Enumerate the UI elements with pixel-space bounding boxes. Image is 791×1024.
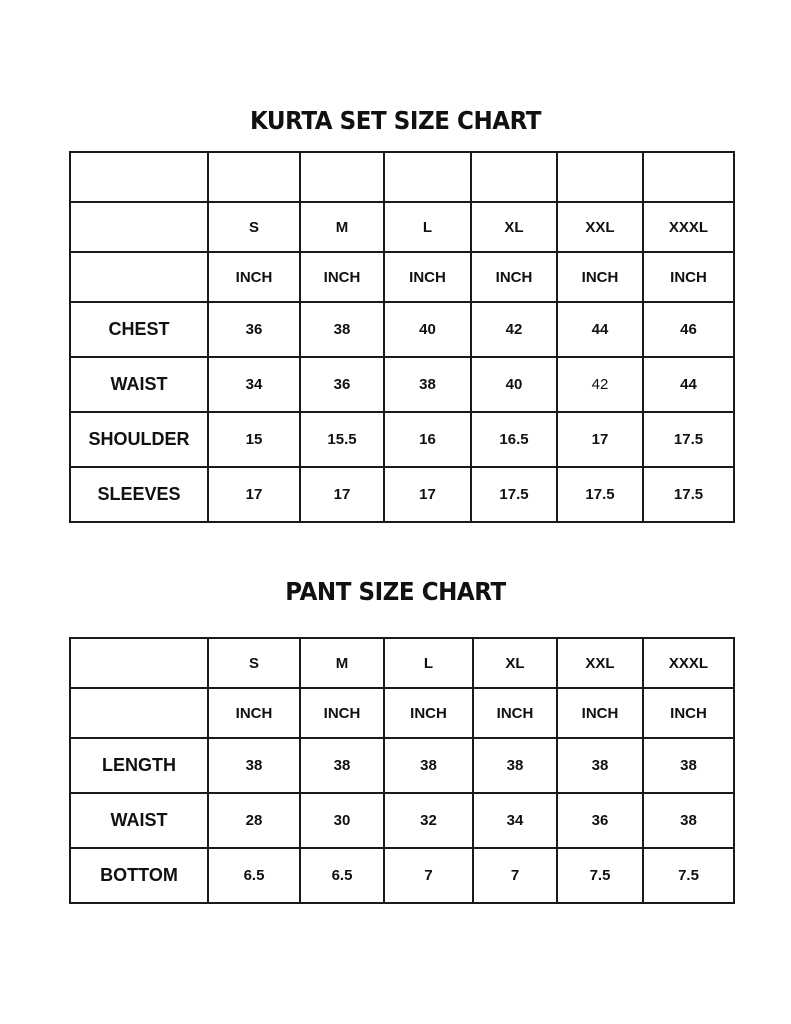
row-label: SLEEVES — [70, 467, 208, 522]
value-cell: 44 — [557, 302, 643, 357]
pant-size-table — [69, 637, 735, 904]
unit-cell: INCH — [208, 252, 300, 302]
size-header: XXXL — [643, 202, 734, 252]
table-cell — [70, 688, 208, 738]
value-cell: 38 — [643, 793, 734, 848]
table-cell — [70, 152, 208, 202]
value-cell: 44 — [643, 357, 734, 412]
value-cell: 6.5 — [300, 848, 384, 903]
row-label: LENGTH — [70, 738, 208, 793]
value-cell: 17.5 — [471, 467, 557, 522]
table-row — [70, 848, 734, 903]
table-cell — [70, 202, 208, 252]
value-cell: 34 — [473, 793, 557, 848]
value-cell: 15.5 — [300, 412, 384, 467]
value-cell: 42 — [557, 357, 643, 412]
value-cell: 16 — [384, 412, 471, 467]
value-cell: 42 — [471, 302, 557, 357]
table-row — [70, 357, 734, 412]
unit-cell: INCH — [557, 688, 643, 738]
value-cell: 36 — [300, 357, 384, 412]
value-cell: 17.5 — [643, 467, 734, 522]
value-cell: 38 — [384, 738, 473, 793]
unit-cell: INCH — [384, 252, 471, 302]
value-cell: 15 — [208, 412, 300, 467]
table-cell — [471, 152, 557, 202]
unit-cell: INCH — [300, 252, 384, 302]
value-cell: 17 — [557, 412, 643, 467]
size-header: XXXL — [643, 638, 734, 688]
value-cell: 17.5 — [643, 412, 734, 467]
table-cell — [300, 152, 384, 202]
value-cell: 38 — [384, 357, 471, 412]
size-header: M — [300, 638, 384, 688]
table-cell — [70, 252, 208, 302]
value-cell: 38 — [557, 738, 643, 793]
table-cell — [208, 152, 300, 202]
value-cell: 32 — [384, 793, 473, 848]
value-cell: 17 — [208, 467, 300, 522]
table-row — [70, 738, 734, 793]
kurta-chart-title: KURTA SET SIZE CHART — [249, 106, 542, 135]
size-header: L — [384, 638, 473, 688]
unit-cell: INCH — [300, 688, 384, 738]
value-cell: 38 — [300, 302, 384, 357]
table-cell — [384, 152, 471, 202]
row-label: SHOULDER — [70, 412, 208, 467]
unit-row — [70, 252, 734, 302]
value-cell: 38 — [643, 738, 734, 793]
size-header: S — [208, 638, 300, 688]
value-cell: 30 — [300, 793, 384, 848]
table-cell — [643, 152, 734, 202]
unit-cell: INCH — [384, 688, 473, 738]
value-cell: 7.5 — [557, 848, 643, 903]
row-label: WAIST — [70, 793, 208, 848]
size-header: XL — [471, 202, 557, 252]
size-header: XXL — [557, 638, 643, 688]
row-label: WAIST — [70, 357, 208, 412]
unit-cell: INCH — [473, 688, 557, 738]
kurta-size-table — [69, 151, 735, 523]
row-label: BOTTOM — [70, 848, 208, 903]
value-cell: 16.5 — [471, 412, 557, 467]
size-header: S — [208, 202, 300, 252]
value-cell: 28 — [208, 793, 300, 848]
value-cell: 17 — [384, 467, 471, 522]
unit-cell: INCH — [643, 688, 734, 738]
table-row — [70, 302, 734, 357]
value-cell: 7 — [473, 848, 557, 903]
row-label: CHEST — [70, 302, 208, 357]
value-cell: 38 — [208, 738, 300, 793]
unit-cell: INCH — [208, 688, 300, 738]
value-cell: 38 — [473, 738, 557, 793]
size-header: XL — [473, 638, 557, 688]
size-header: M — [300, 202, 384, 252]
table-row — [70, 152, 734, 202]
value-cell: 40 — [471, 357, 557, 412]
value-cell: 6.5 — [208, 848, 300, 903]
table-row — [70, 793, 734, 848]
size-header: L — [384, 202, 471, 252]
value-cell: 38 — [300, 738, 384, 793]
size-header-row — [70, 202, 734, 252]
table-row — [70, 467, 734, 522]
value-cell: 36 — [557, 793, 643, 848]
unit-cell: INCH — [557, 252, 643, 302]
value-cell: 46 — [643, 302, 734, 357]
table-cell — [70, 638, 208, 688]
value-cell: 7 — [384, 848, 473, 903]
value-cell: 7.5 — [643, 848, 734, 903]
size-header-row — [70, 638, 734, 688]
size-header: XXL — [557, 202, 643, 252]
pant-chart-title: PANT SIZE CHART — [285, 577, 506, 606]
value-cell: 34 — [208, 357, 300, 412]
value-cell: 40 — [384, 302, 471, 357]
value-cell: 17 — [300, 467, 384, 522]
value-cell: 17.5 — [557, 467, 643, 522]
table-cell — [557, 152, 643, 202]
unit-cell: INCH — [643, 252, 734, 302]
value-cell: 36 — [208, 302, 300, 357]
table-row — [70, 412, 734, 467]
unit-cell: INCH — [471, 252, 557, 302]
unit-row — [70, 688, 734, 738]
